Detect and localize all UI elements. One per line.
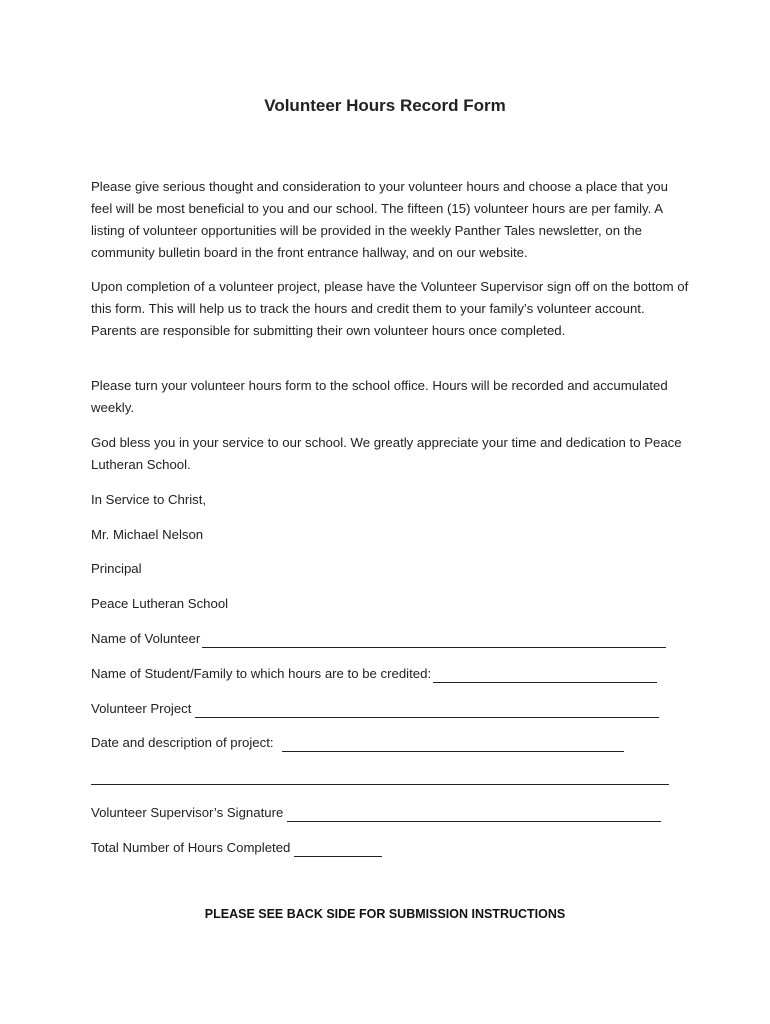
form-title: Volunteer Hours Record Form xyxy=(264,96,506,115)
blessing-paragraph: God bless you in your service to our school. We greatly appreciate your time and dedication to Peace Lutheran School. xyxy=(91,435,682,472)
date-description-blank[interactable] xyxy=(282,737,624,752)
student-family-label: Name of Student/Family to which hours are to be credited: xyxy=(91,666,432,681)
volunteer-name-field[interactable] xyxy=(91,630,666,648)
total-hours-field[interactable] xyxy=(91,839,382,857)
date-description-label: Date and description of project: xyxy=(91,735,274,750)
project-label: Volunteer Project xyxy=(91,701,192,716)
closing-line: In Service to Christ, xyxy=(91,492,207,507)
signer-name: Mr. Michael Nelson xyxy=(91,527,204,542)
project-blank[interactable] xyxy=(195,703,659,718)
description-continuation-line[interactable] xyxy=(91,784,669,785)
date-description-field[interactable] xyxy=(91,734,624,752)
intro-paragraph: Please give serious thought and consideration to your volunteer hours and choose a place that you feel will be most beneficial to you and our school. The fifteen (15) volunteer hours are per family. A listing of volunteer opportunities will be provided in the weekly Panther Tales newsletter, on the community bulletin board in the front entrance hallway, and on our website. xyxy=(91,179,668,260)
supervisor-signature-blank[interactable] xyxy=(287,807,661,822)
project-field[interactable] xyxy=(91,700,659,718)
signer-school: Peace Lutheran School xyxy=(91,596,229,611)
supervisor-signature-field[interactable] xyxy=(91,804,661,822)
submission-paragraph: Please turn your volunteer hours form to the school office. Hours will be recorded and accumulated weekly. xyxy=(91,378,668,415)
student-family-blank[interactable] xyxy=(433,668,657,683)
volunteer-name-label: Name of Volunteer xyxy=(91,631,201,646)
back-side-notice: PLEASE SEE BACK SIDE FOR SUBMISSION INSTRUCTIONS xyxy=(204,907,566,921)
volunteer-name-blank[interactable] xyxy=(202,633,666,648)
signer-role: Principal xyxy=(91,561,142,576)
student-family-field[interactable] xyxy=(91,665,657,683)
completion-paragraph: Upon completion of a volunteer project, please have the Volunteer Supervisor sign off on the bottom of this form. This will help us to track the hours and credit them to your family’s volunteer account. Parents are responsible for submitting their own volunteer hours once completed. xyxy=(91,279,689,338)
total-hours-blank[interactable] xyxy=(294,842,382,857)
supervisor-signature-label: Volunteer Supervisor’s Signature xyxy=(91,805,284,820)
total-hours-label: Total Number of Hours Completed xyxy=(91,840,291,855)
